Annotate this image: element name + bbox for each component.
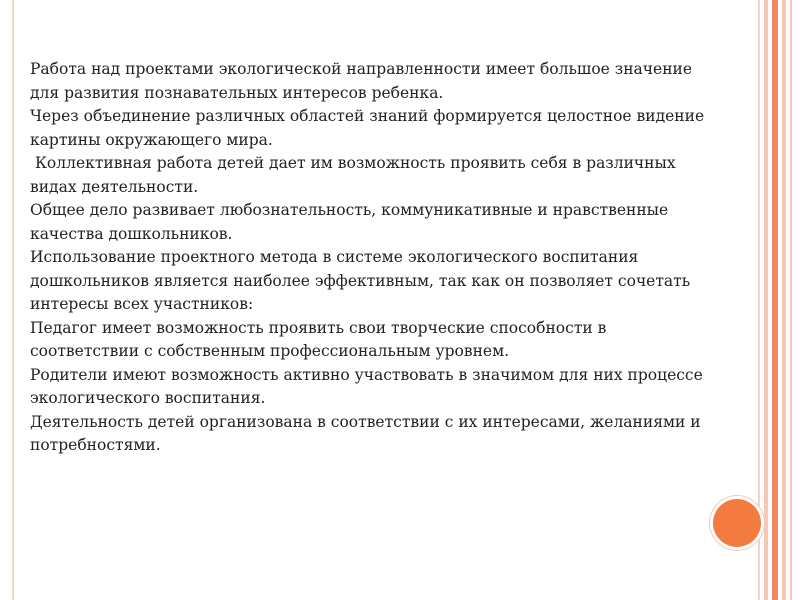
decorative-stripe: [782, 0, 786, 600]
paragraph: Общее дело развивает любознательность, коммуникативные и нравственные качества дошкольников.: [30, 201, 674, 243]
paragraph: Педагог имеет возможность проявить свои творческие способности в соответствии с собственным профессиональным уровнем.: [30, 318, 612, 360]
decorative-stripe: [764, 0, 768, 600]
paragraph: Через объединение различных областей знаний формируется целостное видение картины окружающего мира.: [30, 107, 710, 149]
paragraph: Работа над проектами экологической направленности имеет большое значение для развития познавательных интересов ребенка.: [30, 60, 697, 102]
decorative-stripe: [772, 0, 778, 600]
slide-body-text: [30, 58, 720, 458]
decorative-circle: [713, 499, 761, 547]
paragraph: Родители имеют возможность активно участвовать в значимом для них процессе экологического воспитания.: [30, 365, 708, 407]
paragraph: Деятельность детей организована в соответствии с их интересами, желаниями и потребностями.: [30, 412, 706, 454]
paragraph: Коллективная работа детей дает им возможность проявить себя в различных видах деятельности.: [30, 154, 681, 196]
decorative-stripe: [790, 0, 792, 600]
paragraph: Использование проектного метода в системе экологического воспитания дошкольников является наиболее эффективным, так как он позволяет сочетать интересы всех участников:: [30, 248, 696, 313]
